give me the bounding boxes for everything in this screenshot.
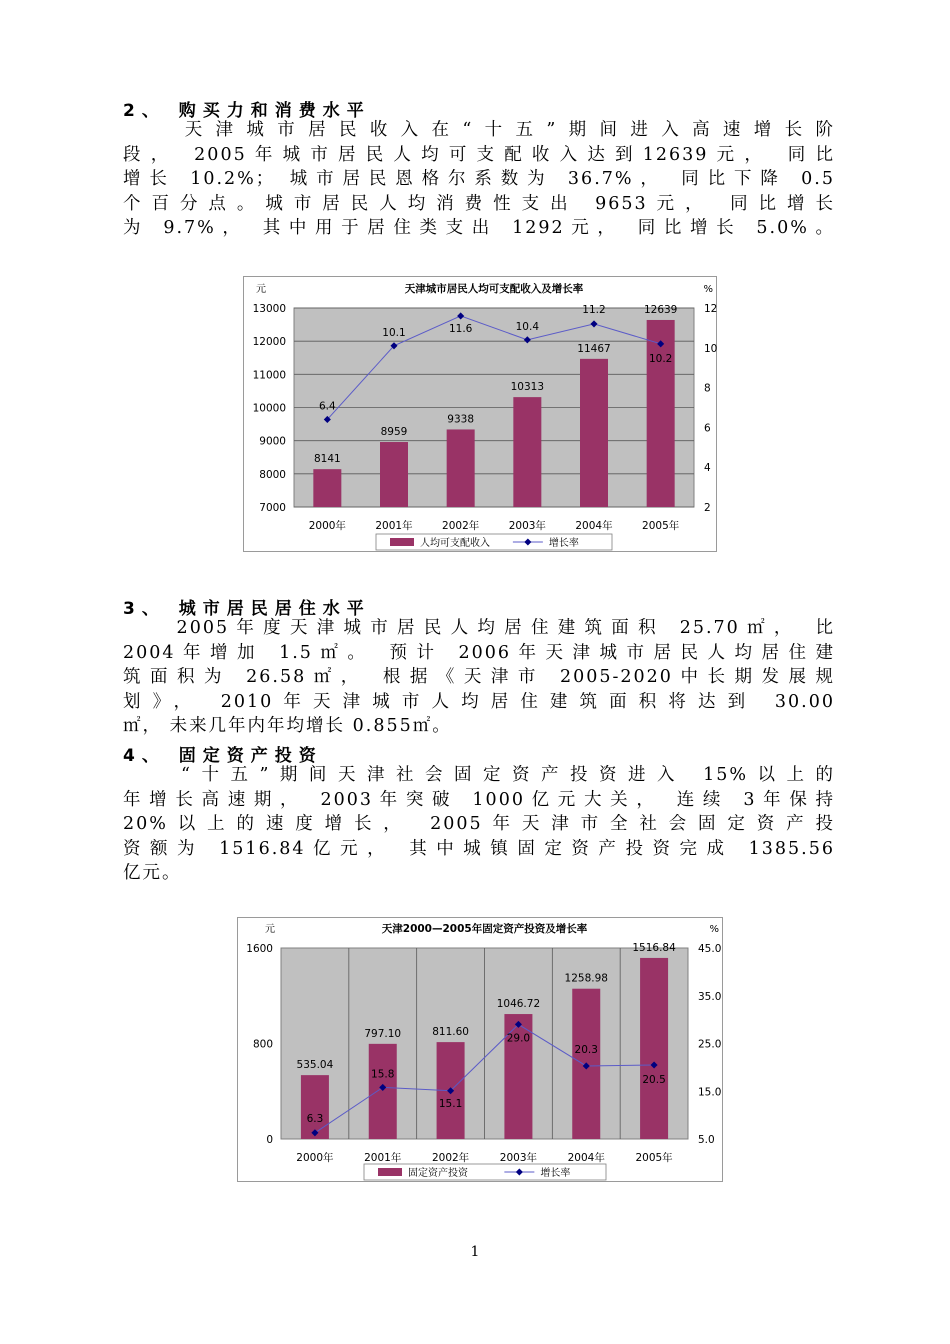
income-chart-frame: [243, 276, 717, 552]
line-data-label: 15.1: [438, 1097, 463, 1110]
right-tick-label: 4: [704, 462, 711, 475]
left-tick-label: 800: [252, 1038, 273, 1051]
left-axis-unit: 元: [265, 924, 275, 935]
bar: [380, 442, 408, 507]
left-tick-label: 12000: [252, 336, 286, 349]
line-data-label: 11.6: [448, 322, 473, 335]
text-line: 划》， 2010年天津城市人均居住建筑面积将达到 30.00: [123, 691, 835, 712]
left-tick-label: 9000: [259, 435, 286, 448]
text-line: “十五”期间天津社会固定资产投资进入 15%以上的: [123, 765, 835, 785]
paragraph-housing: [123, 616, 835, 739]
legend-bar-label: 固定资产投资: [408, 1168, 468, 1179]
paragraph-purchasing: [123, 118, 835, 241]
left-tick-label: 1600: [246, 943, 273, 955]
line-data-label: 11.2: [582, 303, 606, 316]
bar: [647, 320, 675, 507]
section-heading-purchasing: 2、 购买力和消费水平: [123, 101, 371, 121]
text-line: 年增长高速期， 2003年突破 1000亿元大关， 连续 3年保持: [123, 789, 835, 810]
line-data-label: 6.3: [306, 1112, 324, 1125]
right-tick-label: 45.0: [698, 943, 722, 955]
left-tick-label: 0: [266, 1134, 273, 1146]
investment-chart-frame: [237, 917, 723, 1182]
legend-bar-swatch: [378, 1168, 402, 1176]
x-tick-label: 2002年: [442, 520, 480, 532]
text-line: 2005年度天津城市居民人均居住建筑面积 25.70㎡， 比: [123, 618, 835, 638]
x-tick-label: 2003年: [508, 520, 546, 532]
x-tick-label: 2000年: [308, 520, 346, 532]
text-line: 天津城市居民收入在“十五”期间进入高速增长阶: [123, 120, 835, 140]
chart-title: 天津2000—2005年固定资产投资及增长率: [381, 923, 588, 935]
x-tick-label: 2003年: [499, 1152, 538, 1164]
legend-bar-swatch: [390, 538, 414, 546]
right-tick-label: 2: [704, 502, 711, 514]
section-heading-investment: 4、 固定资产投资: [123, 746, 323, 766]
line-data-label: 6.4: [318, 400, 336, 413]
text-line: ㎡， 未来几年内年均增长 0.855㎡。: [123, 716, 452, 736]
line-data-label: 15.8: [371, 1068, 395, 1081]
text-line: 为 9.7%， 其中用于居住类支出 1292元， 同比增长 5.0%。: [123, 218, 835, 238]
page-number: 1: [470, 1244, 480, 1260]
x-tick-label: 2004年: [567, 1152, 605, 1164]
right-tick-label: 15.0: [698, 1086, 722, 1099]
text-line: 2004年增加 1.5㎡。 预计 2006年天津城市居民人均居住建: [123, 642, 835, 663]
bar-data-label: 1046.72: [496, 998, 541, 1011]
left-tick-label: 10000: [252, 402, 286, 415]
bar-data-label: 12639: [643, 303, 678, 316]
right-axis-unit: %: [703, 284, 713, 295]
bar: [580, 359, 608, 507]
x-tick-label: 2004年: [575, 520, 613, 532]
right-axis-unit: %: [709, 924, 719, 935]
legend-bar-label: 人均可支配收入: [420, 538, 490, 549]
line-data-label: 10.1: [382, 326, 406, 339]
bar-data-label: 9338: [447, 413, 475, 426]
text-line: 20%以上的速度增长， 2005年天津市全社会固定资产投: [123, 814, 835, 834]
text-line: 个百分点。城市居民人均消费性支出 9653元， 同比增长: [123, 193, 835, 214]
bar: [369, 1044, 397, 1139]
bar-data-label: 1516.84: [632, 941, 676, 954]
bar: [513, 397, 541, 507]
line-data-label: 29.0: [506, 1032, 531, 1045]
bar-data-label: 811.60: [432, 1026, 469, 1039]
line-data-label: 10.4: [515, 320, 540, 333]
right-tick-label: 6: [704, 422, 711, 435]
income-chart: [244, 277, 716, 551]
right-tick-label: 35.0: [698, 990, 722, 1003]
legend-line-label: 增长率: [540, 1168, 571, 1179]
x-tick-label: 2005年: [642, 520, 680, 532]
line-data-label: 20.3: [574, 1043, 598, 1056]
line-data-label: 20.5: [642, 1073, 666, 1086]
x-tick-label: 2002年: [431, 1152, 470, 1164]
bar: [447, 429, 475, 507]
left-tick-label: 11000: [252, 369, 286, 382]
investment-chart: [238, 918, 722, 1181]
left-axis-unit: 元: [256, 284, 266, 295]
x-tick-label: 2001年: [364, 1152, 402, 1164]
bar: [640, 958, 668, 1139]
x-tick-label: 2000年: [296, 1152, 334, 1164]
bar-data-label: 10313: [510, 381, 545, 394]
left-tick-label: 8000: [259, 468, 286, 481]
left-tick-label: 13000: [252, 303, 286, 315]
x-tick-label: 2001年: [375, 520, 413, 532]
right-tick-label: 10: [704, 342, 718, 355]
right-tick-label: 12: [704, 303, 718, 315]
text-line: 筑面积为 26.58㎡， 根据《天津市 2005-2020中长期发展规: [123, 667, 835, 687]
text-line: 资额为 1516.84亿元， 其中城镇固定资产投资完成 1385.56: [123, 838, 835, 859]
right-tick-label: 25.0: [698, 1038, 722, 1051]
chart-title: 天津城市居民人均可支配收入及增长率: [404, 283, 584, 295]
right-tick-label: 5.0: [698, 1134, 715, 1146]
bar-data-label: 11467: [577, 342, 611, 355]
text-line: 段， 2005年城市居民人均可支配收入达到12639元， 同比: [123, 144, 835, 165]
text-line: 亿元。: [123, 863, 182, 883]
left-tick-label: 7000: [259, 502, 286, 514]
right-tick-label: 8: [704, 382, 711, 395]
section-heading-housing: 3、 城市居民居住水平: [123, 599, 371, 619]
bar-data-label: 535.04: [296, 1059, 334, 1072]
bar: [313, 469, 341, 507]
bar-data-label: 1258.98: [564, 972, 608, 985]
text-line: 增长 10.2%； 城市居民恩格尔系数为 36.7%， 同比下降 0.5: [123, 169, 835, 189]
paragraph-investment: [123, 763, 835, 886]
line-data-label: 10.2: [648, 352, 673, 365]
bar-data-label: 8959: [380, 426, 408, 439]
x-tick-label: 2005年: [635, 1152, 673, 1164]
legend-line-label: 增长率: [548, 538, 579, 549]
bar-data-label: 8141: [313, 453, 341, 466]
bar-data-label: 797.10: [364, 1027, 402, 1040]
